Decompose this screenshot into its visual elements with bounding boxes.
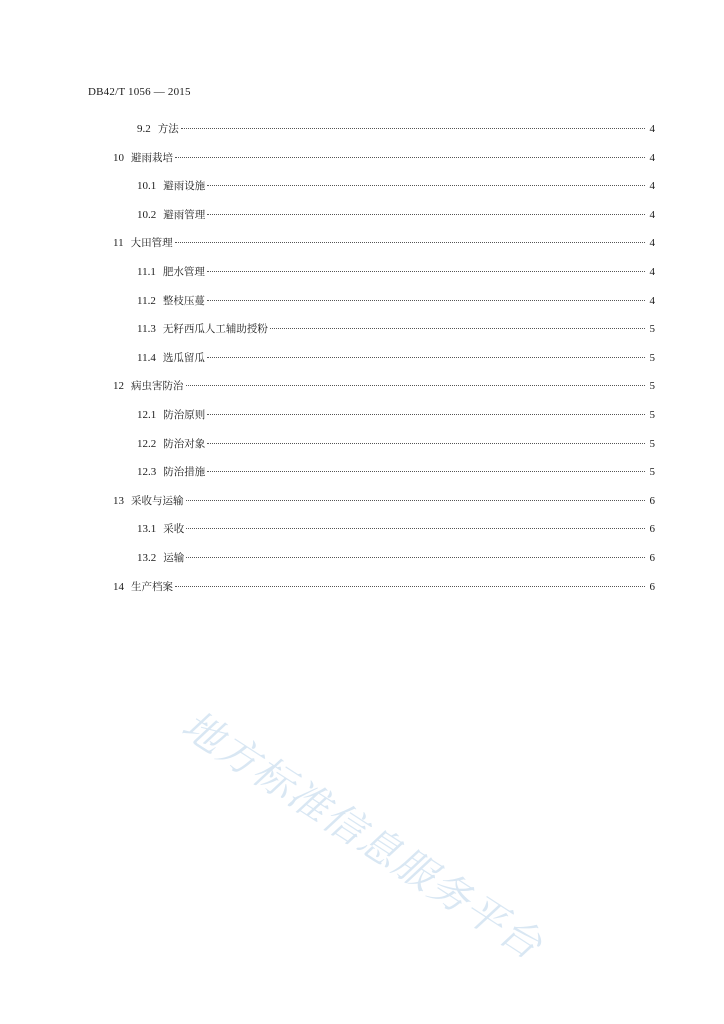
toc-entry-page-number: 4 (649, 208, 655, 221)
toc-entry-page-number: 4 (649, 294, 655, 307)
toc-dot-leader (186, 499, 646, 501)
toc-entry[interactable] (137, 407, 655, 423)
toc-entry[interactable] (137, 321, 655, 337)
toc-entry-page-number: 6 (649, 552, 655, 564)
toc-entry-number: 14 (113, 580, 124, 593)
toc-entry-page-number: 5 (649, 437, 655, 450)
toc-entry-number: 13.1 (137, 523, 157, 536)
toc-dot-leader (175, 241, 645, 243)
toc-entry-number: 11.1 (137, 266, 156, 278)
toc-dot-leader (175, 585, 645, 587)
toc-entry[interactable] (113, 579, 655, 595)
toc-entry-title: 采收 (163, 523, 185, 536)
toc-entry-number: 12 (113, 380, 124, 393)
toc-dot-leader (181, 127, 645, 129)
toc-entry-number: 11.4 (137, 351, 156, 364)
toc-dot-leader (207, 413, 645, 415)
toc-entry-title: 肥水管理 (162, 266, 205, 278)
toc-entry-page-number: 4 (649, 123, 655, 135)
toc-dot-leader (186, 384, 646, 386)
toc-entry-page-number: 6 (649, 494, 655, 507)
toc-entry-title: 无籽西瓜人工辅助授粉 (162, 323, 268, 336)
toc-entry-title: 整枝压蔓 (162, 294, 205, 307)
toc-entry[interactable] (137, 521, 655, 537)
toc-entry[interactable] (137, 178, 655, 194)
toc-entry-number: 10.2 (137, 208, 157, 221)
toc-entry-title: 防治对象 (163, 437, 206, 450)
toc-dot-leader (186, 527, 645, 529)
toc-dot-leader (207, 213, 645, 215)
toc-entry[interactable] (137, 293, 655, 309)
toc-dot-leader (207, 270, 645, 272)
toc-entry-page-number: 6 (649, 580, 655, 593)
toc-entry-title: 避雨栽培 (131, 151, 173, 164)
toc-entry-number: 11.3 (137, 323, 156, 336)
toc-dot-leader (175, 156, 645, 158)
toc-dot-leader (207, 442, 645, 444)
toc-dot-leader (207, 470, 645, 472)
toc-entry-page-number: 4 (649, 237, 655, 250)
toc-entry-title: 生产档案 (131, 580, 173, 593)
toc-dot-leader (270, 327, 645, 329)
toc-entry-title: 方法 (157, 123, 179, 135)
toc-entry-page-number: 5 (649, 351, 655, 364)
toc-dot-leader (186, 556, 645, 558)
toc-entry[interactable] (137, 264, 655, 280)
toc-entry-number: 13.2 (137, 552, 157, 564)
toc-entry-number: 9.2 (137, 123, 151, 135)
toc-entry-title: 避雨管理 (163, 208, 206, 221)
toc-entry-number: 12.3 (137, 466, 157, 479)
document-id-header: DB42/T 1056 — 2015 (88, 86, 191, 98)
toc-entry[interactable] (137, 121, 655, 137)
toc-entry-title: 大田管理 (130, 237, 173, 250)
toc-entry-number: 11.2 (137, 294, 156, 307)
toc-entry[interactable] (137, 207, 655, 223)
toc-entry-title: 病虫害防治 (131, 380, 184, 393)
toc-entry-page-number: 4 (649, 266, 655, 278)
toc-entry-page-number: 5 (649, 380, 655, 393)
toc-entry-title: 防治原则 (163, 409, 206, 421)
watermark-text: 地方标准信息服务平台 (173, 702, 551, 970)
toc-dot-leader (207, 184, 645, 186)
toc-entry-number: 10 (113, 151, 124, 164)
toc-entry-number: 12.2 (137, 437, 157, 450)
toc-entry-number: 13 (113, 494, 124, 507)
toc-entry-title: 运输 (163, 552, 185, 564)
toc-entry-title: 防治措施 (163, 466, 206, 479)
toc-entry[interactable] (113, 493, 655, 509)
toc-entry-number: 11 (113, 237, 124, 250)
toc-dot-leader (207, 356, 645, 358)
toc-entry-number: 10.1 (137, 180, 157, 193)
toc-entry-page-number: 4 (649, 151, 655, 164)
toc-entry[interactable] (137, 464, 655, 480)
toc-entry[interactable] (113, 150, 655, 166)
toc-entry-title: 采收与运输 (131, 494, 184, 507)
toc-entry[interactable] (137, 550, 655, 566)
toc-entry-page-number: 5 (649, 409, 655, 421)
toc-entry[interactable] (137, 436, 655, 452)
toc-entry-page-number: 6 (649, 523, 655, 536)
toc-entry-title: 避雨设施 (163, 180, 206, 193)
toc-entry-page-number: 5 (649, 466, 655, 479)
toc-entry[interactable] (113, 235, 655, 251)
toc-entry[interactable] (137, 350, 655, 366)
toc-dot-leader (207, 299, 645, 301)
toc-entry-page-number: 4 (649, 180, 655, 193)
toc-entry-number: 12.1 (137, 409, 157, 421)
toc-entry-title: 选瓜留瓜 (162, 351, 205, 364)
toc-entry[interactable] (113, 378, 655, 394)
toc-entry-page-number: 5 (649, 323, 655, 336)
